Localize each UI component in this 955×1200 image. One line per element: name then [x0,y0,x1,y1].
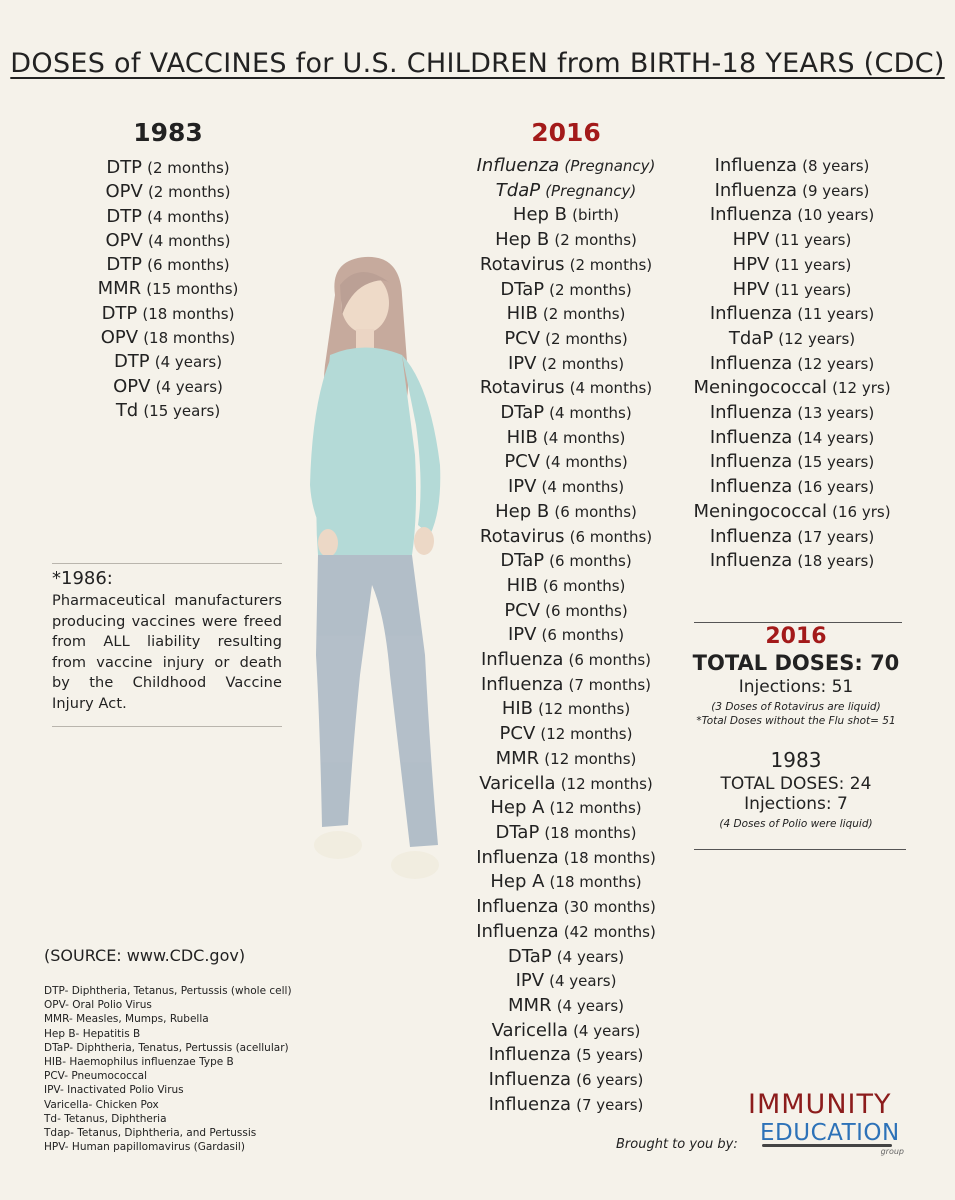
vaccine-dose-row [68,156,268,180]
vaccine-name: DTaP [500,278,545,300]
vaccine-age: (4 months) [549,404,632,423]
abbreviations-list [44,984,344,1154]
vaccine-name: MMR [97,278,142,300]
vaccine-dose-row [456,920,676,945]
vaccine-dose-row [456,1068,676,1093]
vaccine-name: OPV [113,375,151,397]
abbreviation-item: HIB- Haemophilus influenzae Type B [44,1056,234,1069]
source-citation: (SOURCE: www.CDC.gov) [44,946,246,965]
vaccine-name: Hep B [495,229,550,251]
vaccine-name: HPV [732,253,770,275]
vaccine-dose-row [456,1043,676,1068]
vaccine-age: (15 years) [797,453,875,472]
vaccine-dose-row [456,549,676,574]
abbreviation-item: OPV- Oral Polio Virus [44,999,152,1012]
vaccine-age: (16 yrs) [832,502,891,521]
vaccine-age: (5 years) [576,1046,644,1065]
vaccine-name: IPV [515,970,545,992]
vaccine-dose-row [456,450,676,475]
brought-to-you-by: Brought to you by: [616,1137,738,1152]
schedule-2016-column-2 [684,154,900,574]
vaccine-age: (Pregnancy) [545,181,637,200]
vaccine-name: Influenza [709,204,793,226]
abbreviation-item: IPV- Inactivated Polio Virus [44,1084,184,1097]
vaccine-age: (12 yrs) [832,379,891,398]
vaccine-age: (2 months) [147,183,231,202]
vaccine-age: (2 months) [542,305,626,324]
vaccine-name: Influenza [709,303,793,325]
footnote-body: Pharmaceutical manufacturers producing vaccines were freed from ALL liability resulting from vaccine injury or death by the Childhood Vaccine Injury Act. [52,593,282,712]
vaccine-dose-row [68,277,268,301]
vaccine-dose-row [68,180,268,204]
totals-1983-injections: Injections: 7 [744,794,848,814]
vaccine-age: (18 months) [563,848,656,867]
vaccine-dose-row [456,228,676,253]
immunity-education-logo [748,1090,918,1156]
vaccine-name: Rotavirus [479,377,565,399]
vaccine-age: (6 months) [568,651,652,670]
vaccine-dose-row [68,399,268,423]
vaccine-dose-row [68,302,268,326]
vaccine-name: Influenza [709,451,793,473]
vaccine-dose-row [456,500,676,525]
vaccine-name: HIB [501,698,534,720]
vaccine-age: (10 years) [797,206,875,225]
vaccine-age: (14 years) [797,428,875,447]
vaccine-dose-row [68,229,268,253]
vaccine-name: TdaP [728,327,774,349]
vaccine-dose-row [456,747,676,772]
vaccine-age: (birth) [572,206,620,225]
vaccine-age: (6 months) [554,502,637,521]
vaccine-age: (4 years) [155,377,223,396]
vaccine-name: Influenza [709,426,793,448]
vaccine-dose-row [684,154,900,179]
schedule-1983-list [68,156,268,423]
abbreviation-item: Hep B- Hepatitis B [44,1027,141,1040]
vaccine-name: Rotavirus [479,253,565,275]
vaccine-age: (13 years) [797,404,875,423]
vaccine-age: (12 months) [549,799,642,818]
vaccine-dose-row [684,253,900,278]
vaccine-age: (11 years) [774,255,852,274]
vaccine-name: Meningococcal [693,500,828,522]
vaccine-age: (4 years) [154,353,223,372]
vaccine-name: Influenza [476,155,560,176]
vaccine-age: (6 years) [576,1071,644,1090]
vaccine-dose-row [684,278,900,303]
vaccine-dose-row [456,525,676,550]
vaccine-age: (6 months) [545,601,628,620]
vaccine-dose-row [456,648,676,673]
vaccine-name: Varicella [479,772,556,794]
vaccine-age: (12 months) [544,749,637,768]
vaccine-name: IPV [507,624,537,646]
vaccine-age: (18 months) [142,304,235,323]
vaccine-age: (2 months) [147,159,230,177]
vaccine-age: (Pregnancy) [564,157,656,175]
footnote-1986 [52,568,282,714]
vaccine-age: (2 months) [545,329,628,348]
vaccine-name: IPV [507,476,537,498]
footnote-divider-top [52,563,282,564]
vaccine-age: (18 months) [143,329,236,348]
vaccine-age: (11 years) [774,231,852,250]
vaccine-age: (2 months) [554,231,637,250]
vaccine-name: Influenza [709,352,793,374]
totals-2016-year: 2016 [765,624,827,649]
vaccine-dose-row [684,450,900,475]
logo-line-3: group [880,1147,904,1156]
logo-line-2: EDUCATION [760,1120,900,1146]
vaccine-dose-row [456,376,676,401]
vaccine-name: Influenza [488,1069,572,1091]
vaccine-dose-row [456,772,676,797]
vaccine-age: (4 years) [549,972,617,991]
vaccine-dose-row [456,796,676,821]
vaccine-dose-row [456,574,676,599]
vaccine-name: Influenza [476,920,559,942]
vaccine-name: Hep B [512,204,568,226]
vaccine-name: HIB [506,303,538,325]
vaccine-dose-row [456,945,676,970]
vaccine-name: DTP [113,351,150,373]
vaccine-age: (4 months) [569,379,653,398]
vaccine-name: Varicella [491,1019,568,1041]
vaccine-dose-row [68,375,268,399]
vaccine-dose-row [456,278,676,303]
vaccine-dose-row [456,253,676,278]
vaccine-name: Hep A [490,797,545,819]
vaccine-name: DTP [106,205,143,227]
totals-divider-top [694,622,902,623]
vaccine-dose-row [456,179,676,204]
vaccine-name: MMR [495,747,540,769]
vaccine-dose-row [684,525,900,550]
vaccine-name: Influenza [480,673,564,695]
vaccine-age: (15 months) [146,280,239,299]
vaccine-name: Influenza [476,896,559,918]
vaccine-dose-row [684,401,900,426]
vaccine-name: Influenza [709,402,793,424]
vaccine-age: (6 months) [541,626,625,645]
abbreviation-item: Td- Tetanus, Diphtheria [44,1112,167,1125]
vaccine-dose-row [684,376,900,401]
vaccine-age: (18 months) [544,823,637,842]
abbreviation-item: HPV- Human papillomavirus (Gardasil) [44,1141,245,1154]
vaccine-name: DTP [101,302,138,324]
abbreviation-item: DTaP- Diphtheria, Tenatus, Pertussis (acellular) [44,1041,289,1054]
vaccine-dose-row [456,870,676,895]
vaccine-dose-row [456,302,676,327]
vaccine-age: (4 months) [541,478,625,497]
vaccine-name: HPV [732,229,770,251]
vaccine-name: MMR [508,994,552,1016]
vaccine-name: DTP [106,254,143,276]
vaccine-age: (15 years) [143,401,221,420]
vaccine-name: PCV [504,451,541,473]
vaccine-age: (4 months) [542,428,626,447]
vaccine-name: Influenza [714,179,798,201]
vaccine-name: Influenza [709,550,793,572]
schedule-2016-column-1 [456,154,676,1117]
vaccine-name: PCV [504,599,541,621]
year-1983-heading: 1983 [133,118,203,147]
vaccine-dose-row [456,969,676,994]
vaccine-name: Hep A [490,871,545,893]
vaccine-name: DTaP [495,821,540,843]
vaccine-age: (18 months) [549,873,642,892]
vaccine-name: Influenza [709,476,793,498]
vaccine-dose-row [684,203,900,228]
vaccine-name: Rotavirus [479,525,565,547]
vaccine-dose-row [684,500,900,525]
totals-panel [690,624,902,831]
vaccine-age: (11 years) [797,305,875,324]
vaccine-dose-row [684,179,900,204]
year-2016-heading: 2016 [531,118,601,147]
vaccine-dose-row [456,475,676,500]
totals-2016-note-flu: *Total Doses without the Flu shot= 51 [696,715,896,727]
vaccine-age: (9 years) [802,181,870,200]
footnote-heading: *1986: [52,568,113,589]
vaccine-name: Influenza [709,525,793,547]
vaccine-name: DTaP [500,402,545,424]
vaccine-age: (2 months) [541,354,625,373]
totals-2016-injections: Injections: 51 [738,677,854,697]
vaccine-age: (4 months) [147,231,231,250]
totals-1983-note-polio: (4 Doses of Polio were liquid) [719,818,873,830]
vaccine-age: (4 months) [545,453,628,472]
vaccine-dose-row [684,228,900,253]
vaccine-dose-row [684,475,900,500]
abbreviation-item: PCV- Pneumococcal [44,1070,148,1083]
abbreviation-item: Varicella- Chicken Pox [44,1098,159,1111]
vaccine-age: (4 months) [147,207,230,226]
vaccine-age: (30 months) [563,898,656,917]
vaccine-name: PCV [504,327,541,349]
vaccine-age: (6 months) [569,527,653,546]
vaccine-name: HIB [506,426,538,448]
vaccine-dose-row [684,426,900,451]
vaccine-age: (12 years) [797,354,875,373]
vaccine-dose-row [456,821,676,846]
vaccine-dose-row [456,722,676,747]
vaccine-age: (7 months) [568,675,652,694]
vaccine-dose-row [456,599,676,624]
vaccine-age: (6 months) [549,552,632,571]
vaccine-dose-row [68,253,268,277]
vaccine-age: (6 months) [542,576,626,595]
vaccine-name: DTaP [507,945,552,967]
vaccine-name: HIB [506,574,538,596]
vaccine-dose-row [68,326,268,350]
vaccine-dose-row [456,697,676,722]
vaccine-dose-row [456,895,676,920]
vaccine-age: (12 months) [560,774,653,793]
vaccine-age: (18 years) [797,552,875,571]
vaccine-age: (7 years) [576,1095,644,1114]
vaccine-dose-row [456,327,676,352]
vaccine-age: (42 months) [563,922,656,941]
vaccine-age: (2 months) [569,255,653,274]
vaccine-dose-row [456,846,676,871]
vaccine-name: OPV [105,181,143,203]
vaccine-name: Meningococcal [693,377,828,399]
vaccine-name: OPV [100,327,139,349]
vaccine-dose-row [684,352,900,377]
vaccine-dose-row [456,154,676,179]
vaccine-dose-row [456,352,676,377]
vaccine-dose-row [684,327,900,352]
vaccine-dose-row [68,350,268,374]
vaccine-age: (12 months) [540,725,633,744]
vaccine-dose-row [456,401,676,426]
abbreviation-item: Tdap- Tetanus, Diphtheria, and Pertussis [44,1127,257,1140]
vaccine-name: Hep B [495,500,550,522]
vaccine-name: HPV [732,278,770,300]
totals-2016-total: TOTAL DOSES: 70 [692,651,900,675]
vaccine-age: (8 years) [802,157,870,175]
vaccine-age: (12 years) [778,329,856,348]
vaccine-age: (11 years) [774,280,852,299]
vaccine-age: (4 years) [573,1021,641,1040]
vaccine-age: (4 years) [556,996,624,1015]
vaccine-age: (2 months) [549,280,632,299]
vaccine-dose-row [456,623,676,648]
vaccine-name: Influenza [476,846,559,868]
vaccine-dose-row [684,549,900,574]
vaccine-name: TdaP [495,179,541,201]
page-title: DOSES of VACCINES for U.S. CHILDREN from BIRTH-18 YEARS (CDC) [10,48,945,79]
totals-1983-year: 1983 [770,748,822,772]
vaccine-name: DTaP [500,550,545,572]
vaccine-dose-row [456,203,676,228]
logo-line-1: IMMUNITY [748,1089,892,1120]
vaccine-dose-row [456,1093,676,1118]
totals-1983-total: TOTAL DOSES: 24 [720,774,872,794]
vaccine-name: PCV [499,723,536,745]
vaccine-name: Influenza [488,1093,572,1115]
vaccine-name: Influenza [714,155,798,176]
vaccine-dose-row [456,1019,676,1044]
vaccine-age: (17 years) [797,527,875,546]
girl-illustration [290,255,470,915]
vaccine-age: (6 months) [147,256,230,275]
vaccine-dose-row [456,426,676,451]
vaccine-name: Influenza [488,1044,572,1066]
vaccine-name: OPV [105,229,143,251]
vaccine-age: (16 years) [797,478,875,497]
vaccine-name: IPV [507,352,537,374]
vaccine-dose-row [68,205,268,229]
totals-divider-bottom [694,849,906,850]
vaccine-dose-row [456,994,676,1019]
footnote-divider-bottom [52,726,282,727]
vaccine-age: (4 years) [556,947,625,966]
vaccine-name: Influenza [480,649,564,671]
vaccine-age: (12 months) [538,700,631,719]
totals-2016-note-rotavirus: (3 Doses of Rotavirus are liquid) [711,701,881,713]
vaccine-dose-row [456,673,676,698]
abbreviation-item: DTP- Diphtheria, Tetanus, Pertussis (whole cell) [44,985,292,997]
vaccine-name: DTP [106,157,143,178]
vaccine-dose-row [684,302,900,327]
vaccine-name: Td [115,399,139,421]
abbreviation-item: MMR- Measles, Mumps, Rubella [44,1013,209,1026]
